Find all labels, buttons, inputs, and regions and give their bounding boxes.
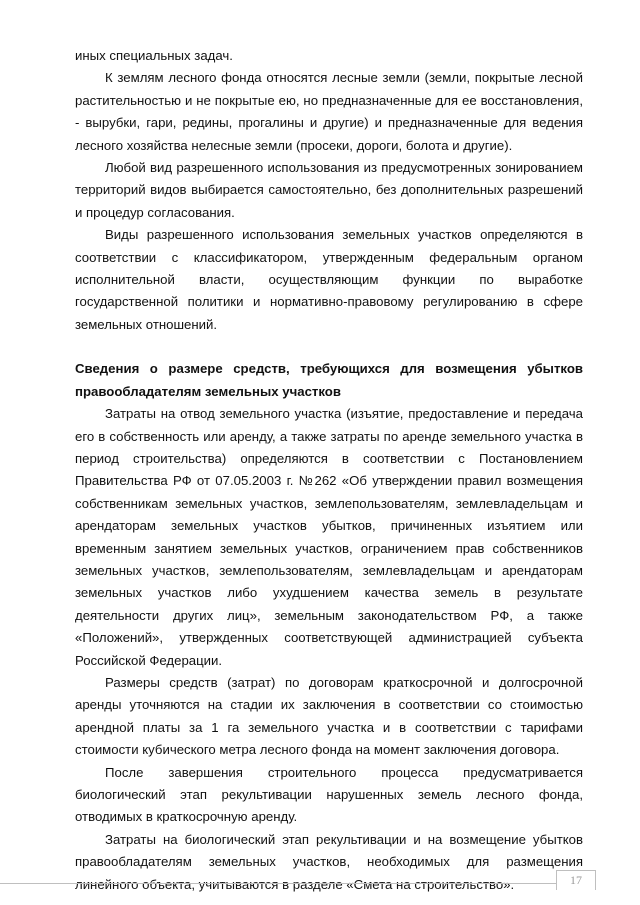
footer-rule <box>0 883 556 884</box>
paragraph-permitted-use: Любой вид разрешенного использования из предусмотренных зонированием территорий видов выбирается самостоятельно, без дополнительных разрешений и процедур согласования. <box>75 160 583 220</box>
paragraph-estimate: Затраты на биологический этап рекультивации и на возмещение убытков правообладателям земельных участков, необходимых для размещения линейного объекта, учитываются в разделе «Смета на строительство». <box>75 831 583 892</box>
page-body <box>75 45 583 896</box>
page-number: 17 <box>556 870 596 890</box>
paragraph-use-types: Виды разрешенного использования земельных участков определяются в соответствии с классификатором, утвержденным федеральным органом исполнительной власти, осуществляющим функции по выработке государственной политики и нормативно-правовому регулированию в сфере земельных отношений. <box>75 227 583 332</box>
paragraph-allotment-costs: Затраты на отвод земельного участка (изъятие, предоставление и передача его в собственность или аренду, а также затраты по аренде земельного участка в период строительства) определяются в соответствии с Постановлением Правительства РФ от 07.05.2003 г. №262 «Об утверждении правил возмещения собственникам земельных участков, землепользователям, землевладельцам и арендаторам земельных участков убытков, причиненных изъятием или временным занятием земельных участков, ограничением прав собственников земельных участков, землепользователям, землевладельцам и арендаторам земельных участков либо ухудшением качества земель в результате деятельности других лиц», земельным законодательством РФ, а также «Положений», утвержденных соответствующей администрацией субъекта Российской Федерации. <box>75 406 583 668</box>
section-heading: Сведения о размере средств, требующихся для возмещения убытков правообладателям земельных участков <box>75 361 583 399</box>
paragraph-continuation: иных специальных задач. <box>75 48 233 63</box>
paragraph-recultivation: После завершения строительного процесса предусматривается биологический этап рекультивации нарушенных земель лесного фонда, отводимых в краткосрочную аренду. <box>75 764 583 825</box>
paragraph-lease-amounts: Размеры средств (затрат) по договорам краткосрочной и долгосрочной аренды уточняются на стадии их заключения в соответствии со стоимостью арендной платы за 1 га земельного участка и в соответствии с тарифами стоимости кубического метра лесного фонда на момент заключения договора. <box>75 674 583 758</box>
paragraph-forest-lands: К землям лесного фонда относятся лесные земли (земли, покрытые лесной растительностью и не покрытые ею, но предназначенные для ее восстановления, - вырубки, гари, редины, прогалины и другие) и предназначенные для ведения лесного хозяйства нелесные земли (просеки, дороги, болота и другие). <box>75 70 583 153</box>
section-spacer <box>75 336 583 358</box>
